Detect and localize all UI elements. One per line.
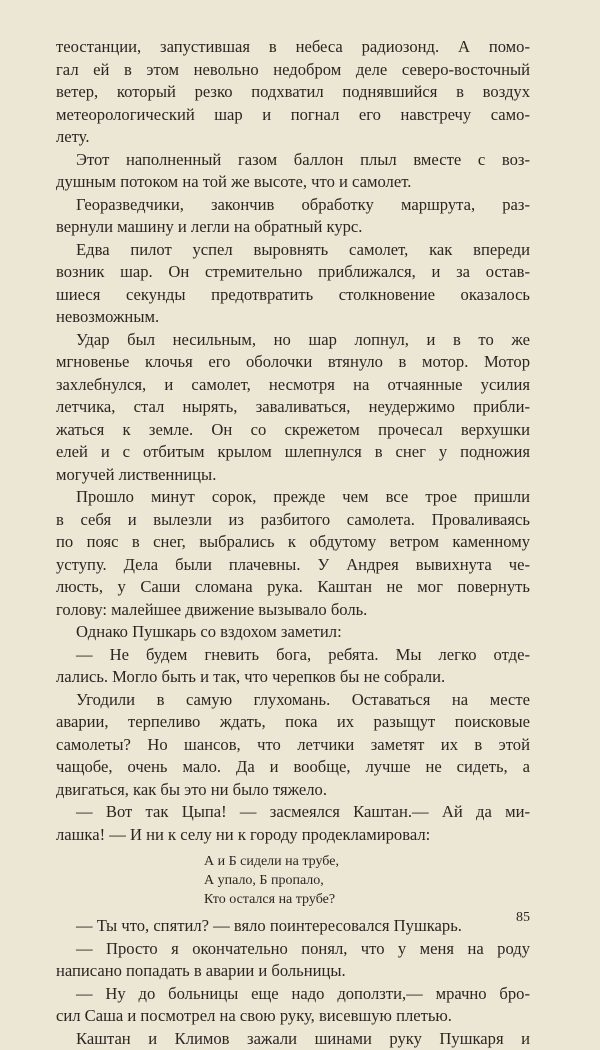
text-line: теостанции, запустившая в небеса радиозонд. А помо- [56, 36, 530, 59]
text-line: захлебнулся, и самолет, несмотря на отчаянные усилия [56, 374, 530, 397]
text-line: в себя и вылезли из разбитого самолета. Проваливаясь [56, 509, 530, 532]
verse-line: Кто остался на трубе? [204, 890, 530, 909]
text-line: Прошло минут сорок, прежде чем все трое пришли [56, 486, 530, 509]
text-line: елей и с отбитым крылом шлепнулся в снег у подножия [56, 441, 530, 464]
text-line: уступу. Дела были плачевны. У Андрея вывихнута че- [56, 554, 530, 577]
verse-line: А и Б сидели на трубе, [204, 852, 530, 871]
text-line: сил Саша и посмотрел на свою руку, висевшую плетью. [56, 1005, 530, 1028]
text-line: Георазведчики, закончив обработку маршрута, раз- [56, 194, 530, 217]
text-line: душным потоком на той же высоте, что и самолет. [56, 171, 530, 194]
text-line: голову: малейшее движение вызывало боль. [56, 599, 530, 622]
text-line: Угодили в самую глухомань. Оставаться на месте [56, 689, 530, 712]
text-line: чащобе, очень мало. Да и вообще, лучше не сидеть, а [56, 756, 530, 779]
verse-line: А упало, Б пропало, [204, 871, 530, 890]
verse-quote [204, 852, 530, 909]
text-line: лашка! — И ни к селу ни к городу продекламировал: [56, 824, 530, 847]
text-line: мгновенье клочья его оболочки втянуло в мотор. Мотор [56, 351, 530, 374]
text-line: — Ну до больницы еще надо доползти,— мрачно бро- [56, 983, 530, 1006]
text-line: возник шар. Он стремительно приближался, и за остав- [56, 261, 530, 284]
text-line: — Вот так Цыпа! — засмеялся Каштан.— Ай да ми- [56, 801, 530, 824]
text-line: гал ей в этом невольно недобром деле северо-восточный [56, 59, 530, 82]
text-line: ветер, который резко подхватил поднявшийся в воздух [56, 81, 530, 104]
text-line: — Не будем гневить бога, ребята. Мы легко отде- [56, 644, 530, 667]
text-line: — Просто я окончательно понял, что у меня на роду [56, 938, 530, 961]
text-line: аварии, терпеливо ждать, пока их разыщут поисковые [56, 711, 530, 734]
body-text-continued [56, 915, 530, 1050]
text-line: Удар был несильным, но шар лопнул, и в то же [56, 329, 530, 352]
page-number: 85 [516, 910, 530, 926]
text-line: могучей лиственницы. [56, 464, 530, 487]
text-line: летчика, стал нырять, заваливаться, неудержимо прибли- [56, 396, 530, 419]
text-line: люсть, у Саши сломана рука. Каштан не мог повернуть [56, 576, 530, 599]
text-line: Каштан и Климов зажали шинами руку Пушкаря и [56, 1028, 530, 1050]
text-line: невозможным. [56, 306, 530, 329]
text-line: — Ты что, спятил? — вяло поинтересовался Пушкарь. [56, 915, 530, 938]
text-line: самолеты? Но шансов, что летчики заметят их в этой [56, 734, 530, 757]
text-line: вернули машину и легли на обратный курс. [56, 216, 530, 239]
text-line: Этот наполненный газом баллон плыл вместе с воз- [56, 149, 530, 172]
text-line: жаться к земле. Он со скрежетом прочесал верхушки [56, 419, 530, 442]
text-line: шиеся секунды предотвратить столкновение оказалось [56, 284, 530, 307]
text-line: лались. Могло быть и так, что черепков бы не собрали. [56, 666, 530, 689]
text-line: по пояс в снег, выбрались к обдутому ветром каменному [56, 531, 530, 554]
text-line: Однако Пушкарь со вздохом заметил: [56, 621, 530, 644]
body-text [56, 36, 530, 846]
text-line: Едва пилот успел выровнять самолет, как впереди [56, 239, 530, 262]
text-line: лету. [56, 126, 530, 149]
text-line: двигаться, как бы это ни было тяжело. [56, 779, 530, 802]
text-line: метеорологический шар и погнал его навстречу само- [56, 104, 530, 127]
text-line: написано попадать в аварии и больницы. [56, 960, 530, 983]
